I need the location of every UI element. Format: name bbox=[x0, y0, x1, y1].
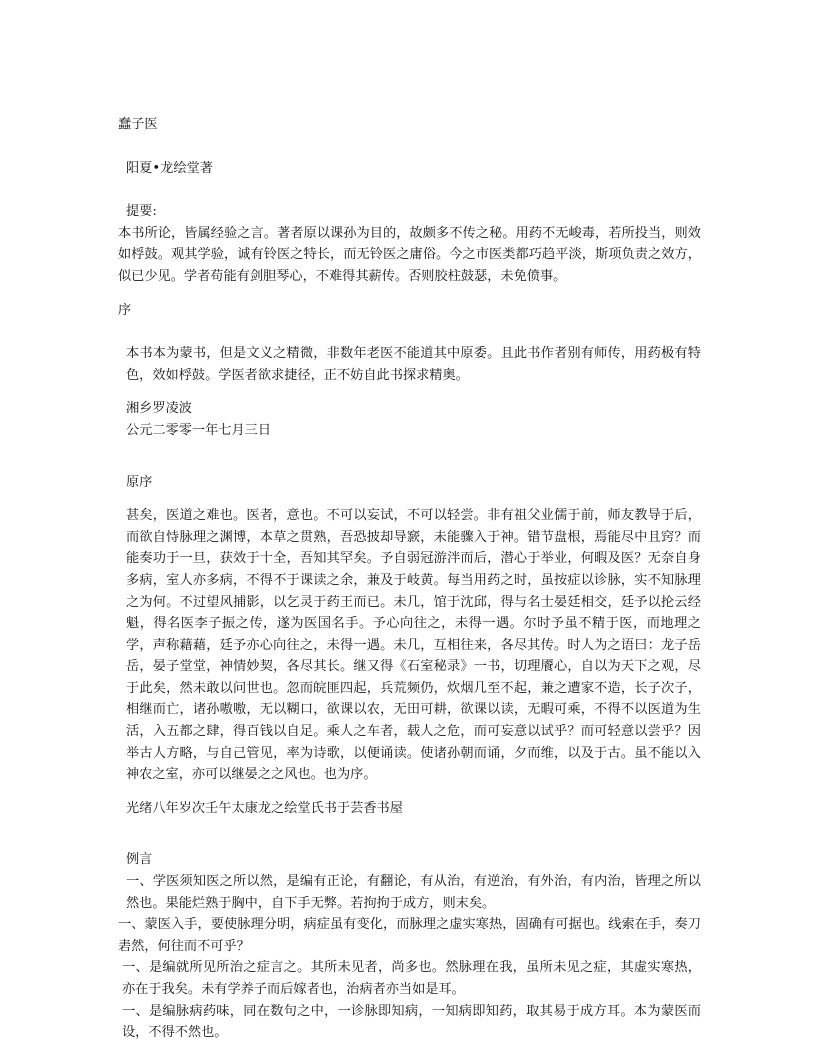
original-preface-heading: 原序 bbox=[126, 474, 153, 490]
spacer bbox=[118, 493, 701, 505]
example-item: 一、学医须知医之所以然，是编有正论，有翻论，有从治，有逆治，有外治，有内治，皆理之所以然也。果能烂熟于胸中，自下手无弊。若拘拘于成方，则末矣。 bbox=[126, 874, 701, 911]
spacer bbox=[118, 819, 701, 849]
preface-heading: 序 bbox=[118, 302, 132, 318]
spacer bbox=[118, 179, 701, 201]
spacer bbox=[118, 321, 701, 343]
document-title: 蠢子医 bbox=[118, 117, 158, 132]
spacer bbox=[118, 136, 701, 158]
abstract-body: 本书所论，皆属经验之言。著者原以课孙为目的，故颇多不传之秘。用药不无峻毒，若所投当，则效如桴鼓。观其学验，诚有铃医之特长，而无铃医之庸俗。今之市医类都巧趋平淡，斯项负责之效方，似已少见。学者苟能有剑胆琴心，不难得其薪传。否则胶柱鼓瑟，未免偾事。 bbox=[118, 225, 701, 284]
preface-signer: 湘乡罗凌波 bbox=[126, 401, 192, 417]
spacer bbox=[118, 386, 701, 398]
original-preface-body: 甚矣，医道之难也。医者，意也。不可以妄试，不可以轻尝。非有祖父业儒于前，师友教导于后，而欲自恃脉理之渊博，本草之贯熟，吾恐披却导窾，未能骤入于神。错节盘根，焉能尽中且窍？而能奏功于一旦，获效于十全，吾知其罕矣。予自弱冠游泮而后，潜心于举业，何暇及医？无奈自身多病，室人亦多病，不得不于课读之余，兼及于岐黄。每当用药之时，虽按症以诊脉，实不知脉理之为何。不过望风捕影，以乞灵于药王而已。未几，馆于沈邱，得与名士晏廷相交，廷予以抡云经魁，得名医李子振之传，遂为医国名手。予心向往之，未得一遇。尔时予虽不精于医，而地理之学，声称藉藉，廷予亦心向往之，未得一遇。未几，互相往来，各尽其传。时人为之语曰：龙子岳岳，晏子堂堂，神情妙契，各尽其长。继又得《石室秘录》一书，切理餍心，自以为天下之观，尽于此矣，然未敢以问世也。忽而皖匪四起，兵荒频仍，炊烟几至不起，兼之遭家不造，长子次子，相继而亡，诸孙嗷嗷，无以糊口，欲课以农，无田可耕，欲课以读，无暇可乘，不得不以医道为生活，入五都之肆，得百钱以自足。乘人之车者，载人之危，而可妄意以试乎？而可轻意以尝乎？因举古人方略，与自己管见，率为诗歌，以便诵读。使诸孙朝而诵，夕而维，以及于古。虽不能以入神农之室，亦可以继晏之之风也。也为序。 bbox=[126, 508, 701, 783]
example-item: 一、是编就所见所治之症言之。其所未见者，尚多也。然脉理在我，虽所未见之症，其虚实寒热，亦在于我矣。未有学养子而后嫁者也，治病者亦当如是耳。 bbox=[122, 960, 701, 997]
author-line: 阳夏•龙绘堂著 bbox=[126, 160, 213, 176]
original-preface-signature: 光绪八年岁次壬午太康龙之绘堂氏书于芸香书屋 bbox=[126, 800, 403, 816]
preface-body: 本书本为蒙书，但是文义之精微，非数年老医不能道其中原委。且此书作者别有师传，用药极有特色，效如桴鼓。学医者欲求捷径，正不妨自此书探求精奥。 bbox=[126, 346, 701, 383]
spacer bbox=[118, 442, 701, 472]
abstract-heading: 提要: bbox=[126, 204, 157, 220]
example-item: 一、是编脉病药味，同在数句之中，一诊脉即知病，一知病即知药，取其易于成方耳。本为蒙医而设，不得不然也。 bbox=[122, 1003, 701, 1041]
example-item: 一、蒙医入手，要使脉理分明，病症虽有变化，而脉理之虚实寒热，固确有可据也。线索在手，奏刀砉然，何往而不可乎？ bbox=[118, 917, 701, 954]
examples-heading: 例言 bbox=[126, 852, 153, 868]
spacer bbox=[118, 288, 701, 300]
preface-date: 公元二零零一年七月三日 bbox=[126, 422, 272, 438]
document-page bbox=[118, 114, 701, 1044]
spacer bbox=[118, 786, 701, 798]
